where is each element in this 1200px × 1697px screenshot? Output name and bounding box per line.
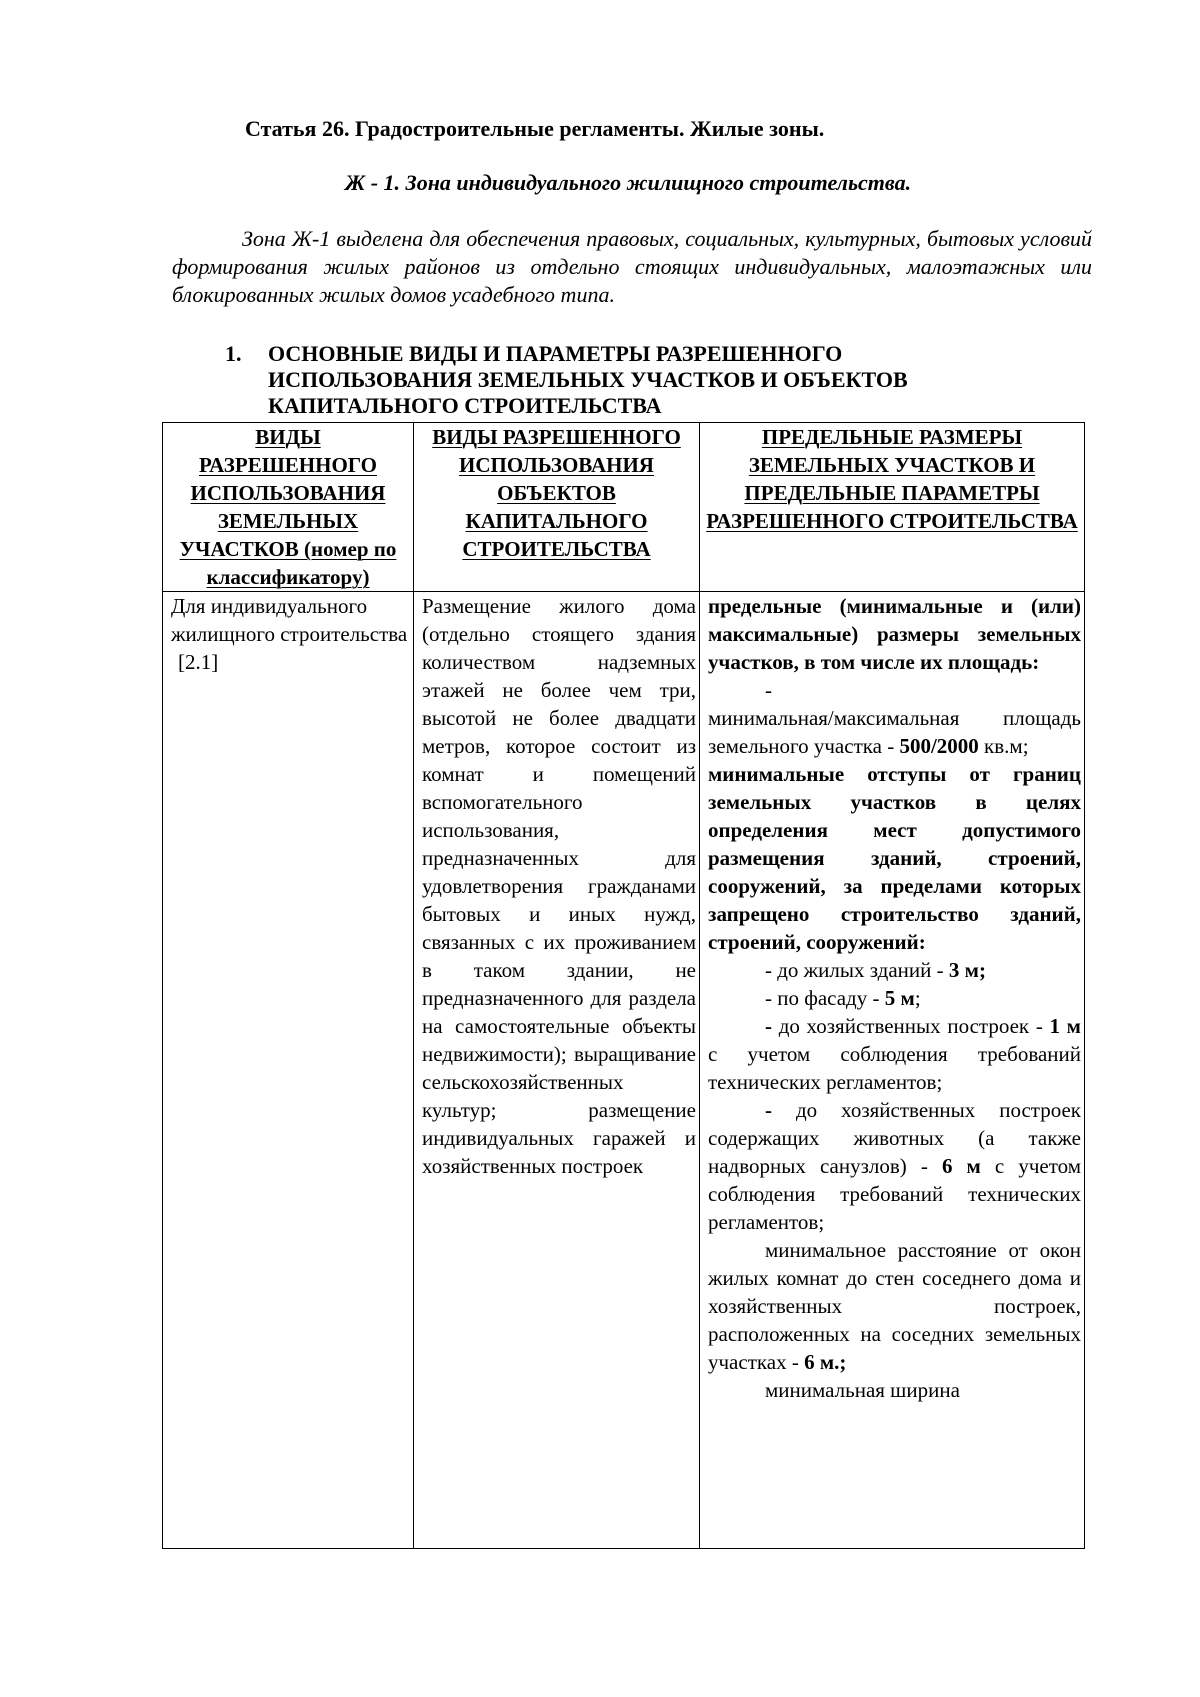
section-title: ОСНОВНЫЕ ВИДЫ И ПАРАМЕТРЫ РАЗРЕШЕННОГО ИСПОЛЬЗОВАНИЯ ЗЕМЕЛЬНЫХ УЧАСТКОВ И ОБЪЕКТОВ КАПИТАЛЬНОГО СТРОИТЕЛЬСТВА [268,341,908,418]
param-min-width: минимальная ширина [765,1378,960,1402]
land-use-code: [2.1] [178,650,219,674]
table-row [163,592,1085,1549]
param-outbuilding-setback: - до хозяйственных построек - 1 м с учетом соблюдения требований технических регламентов; [708,1014,1081,1094]
param-residential-setback: - до жилых зданий - 3 м; [765,958,986,982]
section-number: 1. [225,341,242,366]
param-plot-area: минимальная/максимальная площадь земельного участка - 500/2000 кв.м; [708,706,1081,758]
header-land-use: ВИДЫ РАЗРЕШЕННОГО ИСПОЛЬЗОВАНИЯ ЗЕМЕЛЬНЫХ УЧАСТКОВ (номер по классификатору) [163,423,414,592]
table-header-row [163,423,1085,592]
cell-parameters [700,592,1085,1549]
param-setbacks-heading: минимальные отступы от границ земельных участков в целях определения мест допустимого размещения зданий, строений, сооружений, за пределами которых запрещено строительство зданий, строений, сооружений: [708,762,1081,954]
land-use-text: Для индивидуального жилищного строительства [171,594,408,646]
header-capital-use: ВИДЫ РАЗРЕШЕННОГО ИСПОЛЬЗОВАНИЯ ОБЪЕКТОВ КАПИТАЛЬНОГО СТРОИТЕЛЬСТВА [414,423,700,592]
header-parameters: ПРЕДЕЛЬНЫЕ РАЗМЕРЫ ЗЕМЕЛЬНЫХ УЧАСТКОВ И ПРЕДЕЛЬНЫЕ ПАРАМЕТРЫ РАЗРЕШЕННОГО СТРОИТЕЛЬСТВА [700,423,1085,592]
param-facade-setback: - по фасаду - 5 м; [765,986,921,1010]
zone-title: Ж - 1. Зона индивидуального жилищного строительства. [345,170,912,195]
param-dash: - [765,678,772,702]
param-window-distance: минимальное расстояние от окон жилых комнат до стен соседнего дома и хозяйственных построек, расположенных на соседних земельных участках - 6 м.; [708,1238,1081,1374]
intro-paragraph: Зона Ж-1 выделена для обеспечения правовых, социальных, культурных, бытовых условий формирования жилых районов из отдельно стоящих индивидуальных, малоэтажных или блокированных жилых домов усадебного типа. [172,226,1092,307]
section-heading [225,341,1025,419]
param-plot-size-heading: предельные (минимальные и (или) максимальные) размеры земельных участков, в том числе их площадь: [708,594,1081,674]
cell-land-use [163,592,414,1549]
param-animal-building-setback: - до хозяйственных построек содержащих животных (а также надворных санузлов) - 6 м с учетом соблюдения требований технических регламентов; [708,1098,1082,1234]
capital-use-text: Размещение жилого дома (отдельно стоящего здания количеством надземных этажей не более чем три, высотой не более двадцати метров, которое состоит из комнат и помещений вспомогательного использования, предназначенных для удовлетворения гражданами бытовых и иных нужд, связанных с их проживанием в таком здании, не предназначенного для раздела на самостоятельные объекты недвижимости); выращивание сельскохозяйственных культур; размещение индивидуальных гаражей и хозяйственных построек [422,594,696,1178]
regulations-table [162,422,1085,1549]
article-title: Статья 26. Градостроительные регламенты. Жилые зоны. [245,116,825,141]
cell-capital-use [414,592,700,1549]
